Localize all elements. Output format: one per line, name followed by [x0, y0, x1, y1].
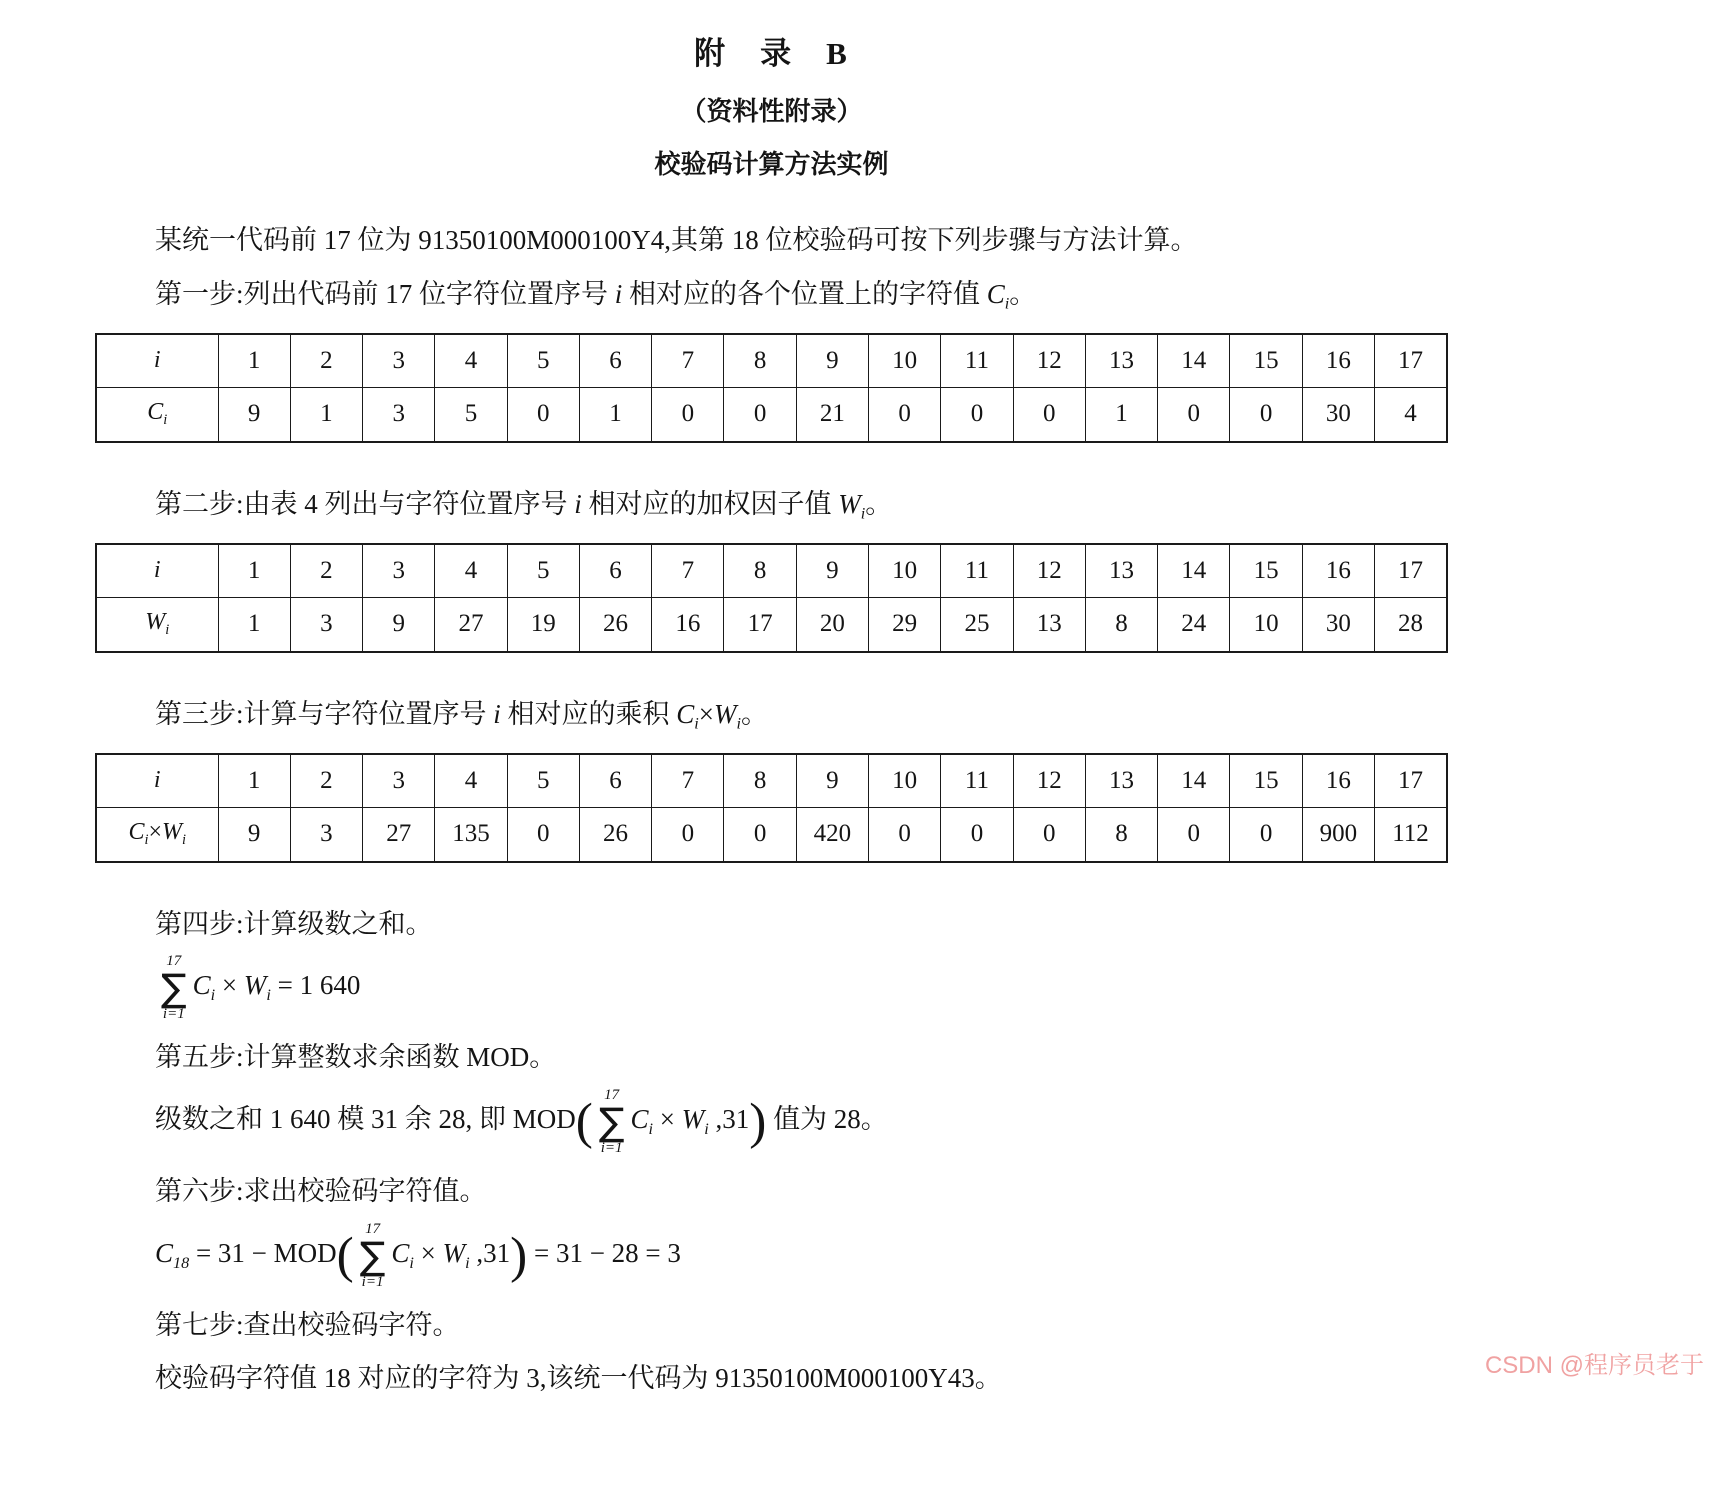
text-segment: i — [163, 412, 168, 429]
table-cell: 10 — [1230, 598, 1302, 652]
text-segment: i — [704, 1119, 709, 1138]
table-cell: 26 — [579, 808, 651, 862]
table-cell: 13 — [1085, 544, 1157, 598]
text-segment: i — [153, 347, 161, 374]
table-cell: 5 — [507, 334, 579, 388]
row-label — [96, 598, 218, 652]
text-segment: C — [630, 1104, 649, 1135]
table-cell: 8 — [724, 544, 796, 598]
table-cell: 1 — [218, 544, 290, 598]
table-cell: 24 — [1158, 598, 1230, 652]
text-segment: ,31 — [708, 1104, 750, 1135]
table-cell: 30 — [1302, 598, 1374, 652]
text-segment: i — [1004, 294, 1010, 313]
table-cell: 15 — [1230, 544, 1302, 598]
table-cell: 2 — [290, 544, 362, 598]
appendix-subtitle: （资料性附录） — [680, 97, 863, 126]
step1-text — [95, 277, 1448, 315]
table-cell: 0 — [941, 808, 1013, 862]
sigma-notation: 17 ∑ i=1 — [359, 1220, 386, 1290]
text-segment: W — [714, 698, 737, 729]
table-cell: 11 — [941, 334, 1013, 388]
text-segment: 第三步:计算与字符位置序号 — [155, 698, 494, 729]
table-cell: 17 — [724, 598, 796, 652]
table-cell: 12 — [1013, 544, 1085, 598]
table-row — [96, 544, 1447, 598]
text-segment: = 31 − 28 = 3 — [527, 1237, 681, 1268]
table-cell: 14 — [1158, 544, 1230, 598]
table-cell: 5 — [507, 754, 579, 808]
table-cell: 20 — [796, 598, 868, 652]
text-segment: i — [182, 832, 187, 849]
table-cell: 0 — [652, 388, 724, 442]
text-segment: × — [698, 698, 715, 729]
row-label — [96, 388, 218, 442]
text-segment: ) — [510, 1226, 528, 1284]
text-segment: W — [442, 1237, 466, 1268]
table-cell: 11 — [941, 544, 1013, 598]
text-segment: i — [694, 714, 699, 733]
table-cell: 1 — [218, 334, 290, 388]
table-row — [96, 808, 1447, 862]
table-cell: 3 — [363, 388, 435, 442]
table-cell: 0 — [724, 808, 796, 862]
table-cell: 13 — [1013, 598, 1085, 652]
text-segment: 第六步:求出校验码字符值。 — [155, 1175, 487, 1206]
table-cell: 14 — [1158, 334, 1230, 388]
text-segment: × — [413, 1237, 443, 1268]
table-cell: 21 — [796, 388, 868, 442]
table-cell: 135 — [435, 808, 507, 862]
text-segment: 第四步:计算级数之和。 — [155, 908, 433, 939]
table-cell: 9 — [218, 808, 290, 862]
text-segment: W — [838, 488, 861, 519]
data-table — [95, 753, 1448, 863]
table-cell: 10 — [869, 544, 941, 598]
text-segment: W — [162, 819, 183, 846]
text-segment: 校验码字符值 18 对应的字符为 3,该统一代码为 91350100M000100Y43。 — [155, 1363, 1002, 1394]
text-segment: ( — [575, 1092, 593, 1150]
table-cell: 29 — [869, 598, 941, 652]
text-segment: i — [493, 698, 501, 729]
table-cell: 0 — [1158, 808, 1230, 862]
table-cell: 9 — [363, 598, 435, 652]
table-cell: 3 — [363, 754, 435, 808]
table-cell: 420 — [796, 808, 868, 862]
text-segment: i — [614, 278, 623, 309]
step6-text — [95, 1174, 1448, 1210]
text-segment: C — [391, 1237, 410, 1268]
text-segment: C — [155, 1237, 174, 1268]
table-cell: 16 — [652, 598, 724, 652]
table-cell: 4 — [1375, 388, 1448, 442]
step4-text — [95, 907, 1448, 943]
text-segment: i — [153, 767, 161, 794]
text-segment: i — [409, 1253, 414, 1272]
table-cell: 6 — [579, 334, 651, 388]
conclusion-text — [95, 1361, 1448, 1397]
table-cell: 13 — [1085, 754, 1157, 808]
table-row — [96, 598, 1447, 652]
table-cell: 8 — [724, 334, 796, 388]
table-cell: 3 — [290, 598, 362, 652]
table-cell: 8 — [724, 754, 796, 808]
table-cell: 28 — [1375, 598, 1448, 652]
text-segment: i — [153, 557, 161, 584]
table-cell: 5 — [507, 544, 579, 598]
data-table — [95, 543, 1448, 653]
table-weighting-factors — [95, 543, 1448, 653]
text-segment: 第五步:计算整数求余函数 MOD。 — [155, 1042, 557, 1073]
row-label — [96, 754, 218, 808]
text-segment: ( — [336, 1226, 354, 1284]
text-segment: = 31 − MOD — [189, 1237, 337, 1268]
mod-statement — [95, 1088, 1448, 1156]
table-cell: 0 — [1013, 388, 1085, 442]
table-cell: 17 — [1375, 334, 1448, 388]
text-segment: W — [145, 609, 166, 636]
table-cell: 10 — [869, 754, 941, 808]
text-segment: i — [736, 714, 742, 733]
text-segment: 。 — [1009, 278, 1037, 309]
text-segment: i — [165, 622, 170, 639]
text-segment: 某统一代码前 17 位为 91350100M000100Y4,其第 18 位校验码可按下列步骤与方法计算。 — [155, 225, 1198, 255]
text-segment: i — [210, 986, 216, 1005]
table-cell: 4 — [435, 334, 507, 388]
text-segment: i — [266, 986, 271, 1005]
table-cell: 9 — [796, 334, 868, 388]
row-label — [96, 334, 218, 388]
step3-text — [95, 697, 1448, 735]
table-cell: 9 — [218, 388, 290, 442]
table-cell: 0 — [1230, 388, 1302, 442]
sum-formula — [95, 954, 1448, 1022]
text-segment: C — [676, 698, 695, 729]
text-segment: C — [128, 819, 145, 846]
text-segment: C — [986, 278, 1005, 309]
table-cell: 19 — [507, 598, 579, 652]
table-cell: 6 — [579, 544, 651, 598]
table-cell: 12 — [1013, 334, 1085, 388]
table-cell: 0 — [869, 388, 941, 442]
sigma-notation: 17 ∑ i=1 — [161, 953, 187, 1023]
text-segment: i — [574, 488, 582, 519]
sigma-notation: 17 ∑ i=1 — [598, 1086, 625, 1156]
table-cell: 9 — [796, 544, 868, 598]
table-cell: 30 — [1302, 388, 1374, 442]
text-segment: 第一步:列出代码前 17 位字符位置序号 — [155, 278, 615, 309]
table-cell: 3 — [363, 544, 435, 598]
text-segment: 相对应的加权因子值 — [581, 488, 839, 519]
table-cell: 25 — [941, 598, 1013, 652]
text-segment: 值为 28。 — [766, 1104, 888, 1135]
table-cell: 4 — [435, 544, 507, 598]
table-cell: 0 — [652, 808, 724, 862]
data-table — [95, 333, 1448, 443]
table-cell: 6 — [579, 754, 651, 808]
text-segment: 。 — [741, 698, 769, 729]
table-cell: 12 — [1013, 754, 1085, 808]
table-cell: 0 — [869, 808, 941, 862]
text-segment: 相对应的乘积 — [500, 698, 677, 729]
text-segment: i — [860, 504, 866, 523]
table-cell: 10 — [869, 334, 941, 388]
table-cell: 15 — [1230, 334, 1302, 388]
table-cell: 15 — [1230, 754, 1302, 808]
table-cell: 4 — [435, 754, 507, 808]
table-cell: 7 — [652, 544, 724, 598]
table-cell: 27 — [435, 598, 507, 652]
text-segment: i — [648, 1119, 653, 1138]
text-segment: 18 — [173, 1253, 190, 1272]
table-cell: 3 — [290, 808, 362, 862]
table-cell: 0 — [1158, 388, 1230, 442]
table-cell: 2 — [290, 754, 362, 808]
table-cell: 17 — [1375, 754, 1448, 808]
table-cell: 2 — [290, 334, 362, 388]
text-segment: 级数之和 1 640 模 31 余 28, 即 MOD — [155, 1104, 576, 1135]
section-heading: 校验码计算方法实例 — [654, 150, 889, 179]
table-cell: 14 — [1158, 754, 1230, 808]
table-cell: 9 — [796, 754, 868, 808]
text-segment: C — [192, 970, 211, 1001]
table-products — [95, 753, 1448, 863]
text-segment: 相对应的各个位置上的字符值 — [622, 278, 987, 309]
table-cell: 3 — [363, 334, 435, 388]
text-segment: × — [148, 819, 163, 846]
table-cell: 17 — [1375, 544, 1448, 598]
table-cell: 8 — [1085, 808, 1157, 862]
table-cell: 0 — [1013, 808, 1085, 862]
step2-text — [95, 487, 1448, 525]
text-segment: W — [243, 970, 267, 1001]
text-segment: 。 — [865, 488, 893, 519]
table-cell: 5 — [435, 388, 507, 442]
csdn-watermark: CSDN @程序员老于 — [1484, 1352, 1704, 1379]
text-segment: ,31 — [469, 1237, 511, 1268]
text-segment: = 1 640 — [270, 970, 361, 1001]
table-cell: 112 — [1375, 808, 1448, 862]
row-label — [96, 544, 218, 598]
text-segment: i — [465, 1253, 470, 1272]
text-segment: C — [147, 399, 164, 426]
table-character-values — [95, 333, 1448, 443]
table-row — [96, 334, 1447, 388]
table-cell: 7 — [652, 334, 724, 388]
appendix-title: 附 录 B — [694, 36, 849, 71]
text-segment: × — [652, 1104, 682, 1135]
table-cell: 16 — [1302, 334, 1374, 388]
text-segment: W — [681, 1104, 705, 1135]
table-cell: 0 — [507, 808, 579, 862]
table-cell: 1 — [218, 754, 290, 808]
step7-text — [95, 1308, 1448, 1344]
text-segment: 第二步:由表 4 列出与字符位置序号 — [155, 488, 575, 519]
table-cell: 1 — [579, 388, 651, 442]
table-cell: 8 — [1085, 598, 1157, 652]
table-cell: 16 — [1302, 754, 1374, 808]
text-segment: ) — [749, 1092, 767, 1150]
table-cell: 0 — [1230, 808, 1302, 862]
table-cell: 1 — [1085, 388, 1157, 442]
intro-paragraph — [95, 223, 1448, 259]
table-row — [96, 754, 1447, 808]
table-cell: 0 — [507, 388, 579, 442]
row-label — [96, 808, 218, 862]
table-cell: 7 — [652, 754, 724, 808]
table-cell: 1 — [290, 388, 362, 442]
text-segment: i — [144, 832, 149, 849]
text-segment: × — [215, 970, 244, 1001]
table-row — [96, 388, 1447, 442]
table-cell: 26 — [579, 598, 651, 652]
table-cell: 0 — [724, 388, 796, 442]
table-cell: 27 — [363, 808, 435, 862]
table-cell: 16 — [1302, 544, 1374, 598]
table-cell: 0 — [941, 388, 1013, 442]
table-cell: 1 — [218, 598, 290, 652]
c18-formula — [95, 1222, 1448, 1290]
text-segment: 第七步:查出校验码字符。 — [155, 1309, 460, 1340]
step5-text — [95, 1040, 1448, 1076]
table-cell: 900 — [1302, 808, 1374, 862]
table-cell: 11 — [941, 754, 1013, 808]
table-cell: 13 — [1085, 334, 1157, 388]
